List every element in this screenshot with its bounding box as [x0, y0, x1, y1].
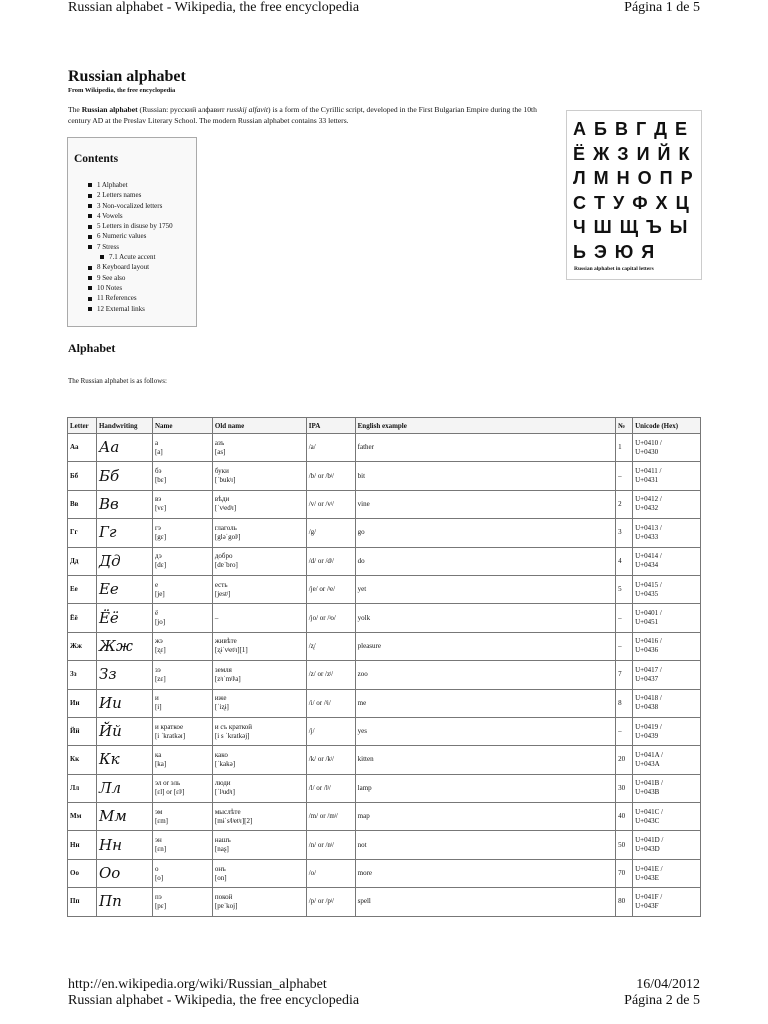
ipa-cell: /l/ or /lʲ/ — [306, 774, 355, 802]
article-intro — [68, 104, 550, 126]
table-row — [68, 689, 701, 717]
alphabet-row: Л М Н О П Р — [573, 168, 695, 188]
toc-item[interactable] — [88, 242, 173, 252]
alphabet-row: А Б В Г Д Е — [573, 119, 689, 139]
handwriting-cell: Мм — [96, 803, 152, 831]
english-example-cell: zoo — [355, 661, 615, 689]
ipa-cell: /i/ or /ʲi/ — [306, 689, 355, 717]
handwriting-cell: Йй — [96, 717, 152, 745]
unicode-cell: U+041D / U+043D — [633, 831, 701, 859]
letter-cell: Кк — [68, 746, 97, 774]
letter-cell: Вв — [68, 490, 97, 518]
table-row — [68, 746, 701, 774]
ipa-cell: /a/ — [306, 434, 355, 462]
table-row — [68, 575, 701, 603]
bullet-icon — [88, 266, 92, 270]
ipa-cell: /je/ or /ʲe/ — [306, 575, 355, 603]
ipa-cell: /d/ or /dʲ/ — [306, 547, 355, 575]
table-row — [68, 803, 701, 831]
letter-cell: Ее — [68, 575, 97, 603]
old-name-cell: мыслѣте [mɨˈsʲlʲetʲɪ][2] — [212, 803, 306, 831]
handwriting-cell: Гг — [96, 519, 152, 547]
name-cell: ё [jo] — [152, 604, 212, 632]
unicode-cell: U+0418 / U+0438 — [633, 689, 701, 717]
english-example-cell: pleasure — [355, 632, 615, 660]
handwriting-cell: Ии — [96, 689, 152, 717]
toc-item-label: 6 Numeric values — [97, 232, 147, 241]
ipa-cell: /g/ — [306, 519, 355, 547]
old-name-cell: буки [ˈbukʲɪ] — [212, 462, 306, 490]
name-cell: зэ [zɛ] — [152, 661, 212, 689]
english-example-cell: vine — [355, 490, 615, 518]
english-example-cell: kitten — [355, 746, 615, 774]
table-row — [68, 434, 701, 462]
name-cell: эм [ɛm] — [152, 803, 212, 831]
old-name-cell: како [ˈkakə] — [212, 746, 306, 774]
handwriting-cell: Зз — [96, 661, 152, 689]
footer-url[interactable]: http://en.wikipedia.org/wiki/Russian_alphabet — [68, 977, 327, 992]
unicode-cell: U+041B / U+043B — [633, 774, 701, 802]
bullet-icon — [88, 286, 92, 290]
toc-item[interactable] — [88, 211, 173, 221]
unicode-cell: U+0415 / U+0435 — [633, 575, 701, 603]
english-example-cell: yet — [355, 575, 615, 603]
table-row — [68, 661, 701, 689]
number-cell: – — [616, 462, 633, 490]
article-title: Russian alphabet — [68, 68, 186, 85]
intro-paren: (Russian: русский алфавит — [137, 105, 227, 114]
number-cell: – — [616, 632, 633, 660]
number-cell: 8 — [616, 689, 633, 717]
old-name-cell: покой [pɐˈkoj] — [212, 888, 306, 916]
ipa-cell: /z/ or /zʲ/ — [306, 661, 355, 689]
english-example-cell: yolk — [355, 604, 615, 632]
number-cell: 4 — [616, 547, 633, 575]
table-row — [68, 490, 701, 518]
alphabet-image — [566, 110, 702, 280]
english-example-cell: go — [355, 519, 615, 547]
toc-item-label: 3 Non-vocalized letters — [97, 201, 163, 210]
ipa-cell: /o/ — [306, 859, 355, 887]
english-example-cell: more — [355, 859, 615, 887]
alphabet-row: С Т У Ф Х Ц — [573, 192, 691, 213]
bullet-icon — [88, 214, 92, 218]
unicode-cell: U+041E / U+043E — [633, 859, 701, 887]
bullet-icon — [88, 307, 92, 311]
handwriting-cell: Оо — [96, 859, 152, 887]
english-example-cell: spell — [355, 888, 615, 916]
alphabet-table — [67, 417, 701, 917]
ipa-cell: /ʐ/ — [306, 632, 355, 660]
alphabet-letters — [573, 117, 694, 264]
letter-cell: Дд — [68, 547, 97, 575]
letter-cell: Оо — [68, 859, 97, 887]
ipa-cell: /k/ or /kʲ/ — [306, 746, 355, 774]
unicode-cell: U+041F / U+043F — [633, 888, 701, 916]
toc-item[interactable] — [88, 273, 173, 283]
table-header-row — [68, 418, 701, 434]
column-header: English example — [355, 418, 615, 434]
toc-item[interactable] — [88, 221, 173, 231]
alphabet-row: Ч Ш Щ Ъ Ы — [573, 217, 689, 237]
number-cell: 7 — [616, 661, 633, 689]
name-cell: эл or эль [ɛl] or [ɛlʲ] — [152, 774, 212, 802]
handwriting-cell: Кк — [96, 746, 152, 774]
bullet-icon — [88, 183, 92, 187]
unicode-cell: U+0419 / U+0439 — [633, 717, 701, 745]
unicode-cell: U+0401 / U+0451 — [633, 604, 701, 632]
table-row — [68, 547, 701, 575]
table-row — [68, 462, 701, 490]
toc-item-label: 2 Letters names — [97, 191, 142, 200]
table-row — [68, 519, 701, 547]
unicode-cell: U+0412 / U+0432 — [633, 490, 701, 518]
table-row — [68, 604, 701, 632]
unicode-cell: U+0417 / U+0437 — [633, 661, 701, 689]
old-name-cell: земля [zʲɪˈmʲlʲa] — [212, 661, 306, 689]
print-footer-url-line — [68, 977, 700, 993]
table-row — [68, 888, 701, 916]
intro-pre: The — [68, 105, 82, 114]
alphabet-row: Ь Э Ю Я — [573, 241, 656, 262]
bullet-icon — [88, 194, 92, 198]
letter-cell: Бб — [68, 462, 97, 490]
letter-cell: Аа — [68, 434, 97, 462]
table-row — [68, 632, 701, 660]
toc-item-label: 9 See also — [97, 273, 126, 282]
toc-item[interactable] — [88, 252, 173, 262]
number-cell: 2 — [616, 490, 633, 518]
number-cell: 20 — [616, 746, 633, 774]
old-name-cell: – — [212, 604, 306, 632]
name-cell: а [a] — [152, 434, 212, 462]
name-cell: гэ [gɛ] — [152, 519, 212, 547]
letter-cell: Йй — [68, 717, 97, 745]
column-header: Letter — [68, 418, 97, 434]
letter-cell: Гг — [68, 519, 97, 547]
print-footer-title-line — [68, 993, 700, 1009]
english-example-cell: do — [355, 547, 615, 575]
english-example-cell: not — [355, 831, 615, 859]
handwriting-cell: Ёё — [96, 604, 152, 632]
table-row — [68, 831, 701, 859]
toc-item-label: 10 Notes — [97, 283, 123, 292]
handwriting-cell: Лл — [96, 774, 152, 802]
name-cell: о [o] — [152, 859, 212, 887]
print-header — [68, 0, 700, 16]
old-name-cell: вѣди [ˈvʲedʲɪ] — [212, 490, 306, 518]
section-intro: The Russian alphabet is as follows: — [68, 377, 167, 385]
section-title: Alphabet — [68, 341, 116, 355]
bullet-icon — [88, 276, 92, 280]
english-example-cell: me — [355, 689, 615, 717]
name-cell: ка [ka] — [152, 746, 212, 774]
letter-cell: Жж — [68, 632, 97, 660]
number-cell: 5 — [616, 575, 633, 603]
letter-cell: Зз — [68, 661, 97, 689]
old-name-cell: и съ краткой [i s ˈkratkəj] — [212, 717, 306, 745]
name-cell: жэ [ʐɛ] — [152, 632, 212, 660]
name-cell: и [i] — [152, 689, 212, 717]
article-source: From Wikipedia, the free encyclopedia — [68, 87, 176, 94]
unicode-cell: U+0410 / U+0430 — [633, 434, 701, 462]
handwriting-cell: Аа — [96, 434, 152, 462]
bullet-icon — [88, 297, 92, 301]
header-page-number: Página 1 de 5 — [624, 0, 700, 15]
number-cell: 30 — [616, 774, 633, 802]
old-name-cell: азъ [as] — [212, 434, 306, 462]
name-cell: эн [ɛn] — [152, 831, 212, 859]
unicode-cell: U+0414 / U+0434 — [633, 547, 701, 575]
old-name-cell: есть [jestʲ] — [212, 575, 306, 603]
intro-italic: russkij alfavit — [226, 105, 269, 114]
toc-item-label: 7 Stress — [97, 242, 119, 251]
letter-cell: Мм — [68, 803, 97, 831]
toc-item[interactable] — [88, 180, 173, 190]
handwriting-cell: Пп — [96, 888, 152, 916]
toc-item[interactable] — [88, 283, 173, 293]
table-row — [68, 774, 701, 802]
number-cell: 70 — [616, 859, 633, 887]
handwriting-cell: Дд — [96, 547, 152, 575]
name-cell: дэ [dɛ] — [152, 547, 212, 575]
number-cell: 1 — [616, 434, 633, 462]
toc-item[interactable] — [88, 201, 173, 211]
english-example-cell: lamp — [355, 774, 615, 802]
handwriting-cell: Жж — [96, 632, 152, 660]
english-example-cell: yes — [355, 717, 615, 745]
bullet-icon — [88, 245, 92, 249]
english-example-cell: father — [355, 434, 615, 462]
toc-item[interactable] — [88, 304, 173, 314]
bullet-icon — [88, 235, 92, 239]
number-cell: – — [616, 604, 633, 632]
table-row — [68, 717, 701, 745]
bullet-icon — [88, 225, 92, 229]
toc-item[interactable] — [88, 231, 173, 241]
old-name-cell: иже [ˈiʐɨ] — [212, 689, 306, 717]
number-cell: 50 — [616, 831, 633, 859]
old-name-cell: глаголь [gləˈgolʲ] — [212, 519, 306, 547]
ipa-cell: /p/ or /pʲ/ — [306, 888, 355, 916]
alphabet-row: Ё Ж З И Й К — [573, 143, 691, 164]
column-header: IPA — [306, 418, 355, 434]
english-example-cell: map — [355, 803, 615, 831]
number-cell: 80 — [616, 888, 633, 916]
old-name-cell: люди [ˈlʲudʲɪ] — [212, 774, 306, 802]
bullet-icon — [88, 204, 92, 208]
column-header: Name — [152, 418, 212, 434]
number-cell: – — [616, 717, 633, 745]
unicode-cell: U+041C / U+043C — [633, 803, 701, 831]
intro-bold-link[interactable]: Russian alphabet — [81, 105, 138, 114]
name-cell: пэ [pɛ] — [152, 888, 212, 916]
alphabet-caption: Russian alphabet in capital letters — [574, 266, 654, 272]
name-cell: бэ [bɛ] — [152, 462, 212, 490]
header-title: Russian alphabet - Wikipedia, the free encyclopedia — [68, 0, 360, 15]
name-cell: и краткое [i ˈkratkəɪ] — [152, 717, 212, 745]
number-cell: 3 — [616, 519, 633, 547]
table-of-contents — [67, 137, 197, 327]
toc-item-label: 12 External links — [97, 304, 145, 313]
footer-page-number: Página 2 de 5 — [624, 993, 700, 1008]
intro-rest: ) is a form of the Cyrillic script, developed in the First Bulgarian Empire during the 10th century AD at the Preslav Literary School. The modern Russian alphabet contains 33 letters. — [68, 105, 537, 125]
handwriting-cell: Нн — [96, 831, 152, 859]
name-cell: вэ [vɛ] — [152, 490, 212, 518]
toc-item-label: 8 Keyboard layout — [97, 263, 150, 272]
letter-cell: Ёё — [68, 604, 97, 632]
handwriting-cell: Бб — [96, 462, 152, 490]
ipa-cell: /v/ or /vʲ/ — [306, 490, 355, 518]
letter-cell: Лл — [68, 774, 97, 802]
letter-cell: Пп — [68, 888, 97, 916]
footer-title: Russian alphabet - Wikipedia, the free encyclopedia — [68, 993, 360, 1008]
ipa-cell: /b/ or /bʲ/ — [306, 462, 355, 490]
unicode-cell: U+0416 / U+0436 — [633, 632, 701, 660]
ipa-cell: /m/ or /mʲ/ — [306, 803, 355, 831]
toc-item[interactable] — [88, 262, 173, 272]
unicode-cell: U+0413 / U+0433 — [633, 519, 701, 547]
table-row — [68, 859, 701, 887]
ipa-cell: /jo/ or /ʲo/ — [306, 604, 355, 632]
name-cell: е [je] — [152, 575, 212, 603]
old-name-cell: добро [dɐˈbro] — [212, 547, 306, 575]
old-name-cell: живѣте [ʐɨˈvʲetʲɪ][1] — [212, 632, 306, 660]
unicode-cell: U+0411 / U+0431 — [633, 462, 701, 490]
toc-item-label: 1 Alphabet — [97, 181, 128, 189]
handwriting-cell: Ее — [96, 575, 152, 603]
toc-item-label: 7.1 Acute accent — [109, 253, 156, 262]
number-cell: 40 — [616, 803, 633, 831]
toc-title: Contents — [74, 153, 119, 165]
handwriting-cell: Вв — [96, 490, 152, 518]
old-name-cell: онъ [on] — [212, 859, 306, 887]
toc-list — [88, 180, 173, 314]
toc-item[interactable] — [88, 190, 173, 200]
ipa-cell: /n/ or /nʲ/ — [306, 831, 355, 859]
column-header: Unicode (Hex) — [633, 418, 701, 434]
ipa-cell: /j/ — [306, 717, 355, 745]
column-header: Handwriting — [96, 418, 152, 434]
toc-item-label: 5 Letters in disuse by 1750 — [97, 222, 173, 231]
toc-item[interactable] — [88, 293, 173, 303]
unicode-cell: U+041A / U+043A — [633, 746, 701, 774]
letter-cell: Нн — [68, 831, 97, 859]
toc-item-label: 11 References — [97, 294, 137, 303]
footer-date: 16/04/2012 — [636, 977, 700, 992]
column-header: Old name — [212, 418, 306, 434]
table-body — [68, 434, 701, 917]
english-example-cell: bit — [355, 462, 615, 490]
bullet-icon — [100, 255, 104, 259]
toc-item-label: 4 Vowels — [97, 211, 123, 220]
old-name-cell: нашъ [naʂ] — [212, 831, 306, 859]
letter-cell: Ии — [68, 689, 97, 717]
column-header: № — [616, 418, 633, 434]
